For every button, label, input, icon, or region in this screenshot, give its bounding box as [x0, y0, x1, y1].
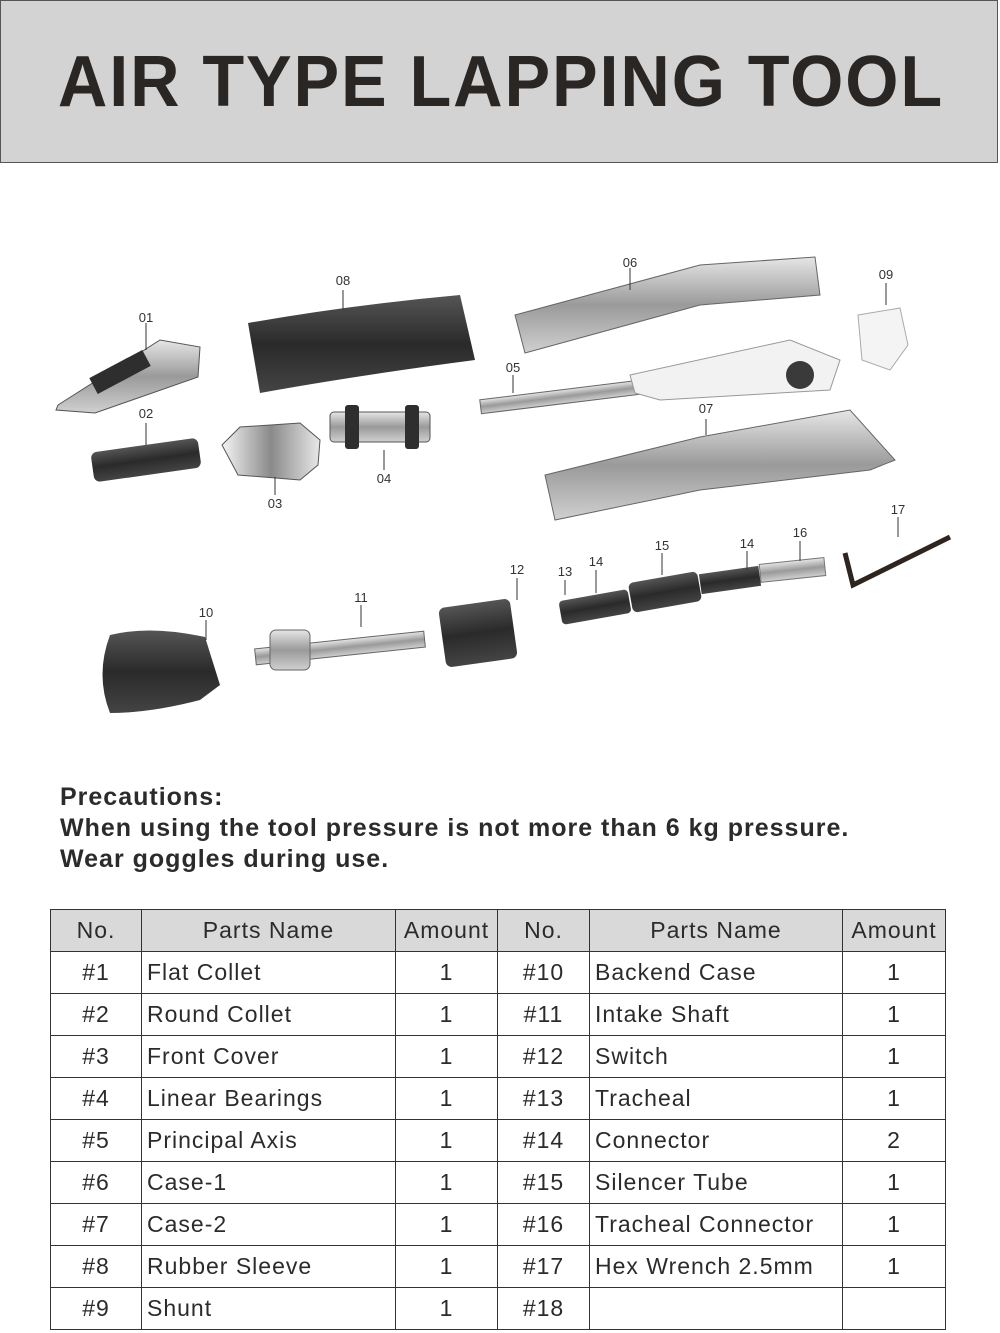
part-label: 06 [622, 255, 638, 270]
header-no: No. [498, 910, 590, 952]
part-amount: 1 [843, 1246, 946, 1288]
round-collet-part [90, 423, 201, 482]
part-label: 11 [354, 590, 368, 605]
part-number: #16 [498, 1204, 590, 1246]
part-number: #8 [51, 1246, 142, 1288]
precautions-block [60, 782, 849, 875]
part-label: 16 [792, 525, 808, 540]
part-number: #4 [51, 1078, 142, 1120]
case-2-part [545, 410, 895, 520]
part-name [590, 1288, 843, 1330]
part-amount: 1 [843, 1036, 946, 1078]
precautions-line-1: When using the tool pressure is not more than 6 kg pressure. [60, 814, 850, 842]
part-name: Tracheal [590, 1078, 843, 1120]
case-1-part [515, 257, 820, 353]
part-number: #9 [51, 1288, 142, 1330]
part-label: 15 [654, 538, 670, 553]
title-banner [0, 0, 998, 163]
header-parts-name: Parts Name [590, 910, 843, 952]
part-amount: 1 [396, 1288, 498, 1330]
part-label: 01 [138, 310, 154, 325]
part-name: Flat Collet [142, 952, 396, 994]
part-label: 07 [698, 401, 714, 416]
part-label: 02 [138, 406, 154, 421]
table-row [51, 1204, 946, 1246]
part-label: 08 [335, 273, 351, 288]
white-cap-part [858, 283, 908, 370]
table-row [51, 952, 946, 994]
precautions-line-2: Wear goggles during use. [60, 845, 390, 873]
part-number: #6 [51, 1162, 142, 1204]
backend-case-part [103, 620, 221, 713]
part-number: #5 [51, 1120, 142, 1162]
part-label: 09 [878, 267, 894, 282]
part-name: Switch [590, 1036, 843, 1078]
part-amount: 1 [396, 1036, 498, 1078]
part-number: #15 [498, 1162, 590, 1204]
part-number: #2 [51, 994, 142, 1036]
part-label: 17 [890, 502, 906, 517]
table-row [51, 1246, 946, 1288]
part-label: 12 [509, 562, 525, 577]
part-number: #17 [498, 1246, 590, 1288]
part-name: Shunt [142, 1288, 396, 1330]
part-name: Connector [590, 1120, 843, 1162]
header-amount: Amount [843, 910, 946, 952]
part-number: #3 [51, 1036, 142, 1078]
table-header-row [51, 910, 946, 952]
linear-bearings-part [330, 405, 430, 470]
part-amount: 1 [843, 1204, 946, 1246]
part-amount: 1 [396, 1078, 498, 1120]
part-amount: 1 [843, 994, 946, 1036]
part-amount: 1 [843, 952, 946, 994]
part-number: #14 [498, 1120, 590, 1162]
part-label: 05 [505, 360, 521, 375]
part-name: Intake Shaft [590, 994, 843, 1036]
part-number: #12 [498, 1036, 590, 1078]
header-parts-name: Parts Name [142, 910, 396, 952]
part-amount: 1 [396, 952, 498, 994]
part-label: 14 [739, 536, 755, 551]
parts-table [50, 909, 946, 1330]
table-row [51, 1078, 946, 1120]
part-label: 03 [267, 496, 283, 511]
part-number: #7 [51, 1204, 142, 1246]
page-title: AIR TYPE LAPPING TOOL [57, 42, 945, 122]
part-name: Linear Bearings [142, 1078, 396, 1120]
part-name: Principal Axis [142, 1120, 396, 1162]
table-row [51, 1288, 946, 1330]
part-amount: 1 [396, 1120, 498, 1162]
part-amount: 1 [396, 994, 498, 1036]
part-amount: 2 [843, 1120, 946, 1162]
front-cover-part [222, 423, 320, 495]
part-number: #13 [498, 1078, 590, 1120]
part-name: Round Collet [142, 994, 396, 1036]
part-number: #11 [498, 994, 590, 1036]
table-row [51, 1036, 946, 1078]
part-number: #18 [498, 1288, 590, 1330]
part-name: Rubber Sleeve [142, 1246, 396, 1288]
part-label: 10 [198, 605, 214, 620]
part-name: Tracheal Connector [590, 1204, 843, 1246]
part-name: Silencer Tube [590, 1162, 843, 1204]
exploded-parts-diagram [0, 165, 1000, 735]
part-name: Hex Wrench 2.5mm [590, 1246, 843, 1288]
part-amount: 1 [396, 1204, 498, 1246]
part-number: #1 [51, 952, 142, 994]
part-name: Backend Case [590, 952, 843, 994]
switch-part [438, 578, 518, 668]
hex-wrench-part [845, 517, 950, 585]
table-row [51, 1120, 946, 1162]
part-amount: 1 [843, 1078, 946, 1120]
part-amount [843, 1288, 946, 1330]
shunt-insert-part [630, 340, 840, 400]
part-label: 13 [557, 564, 573, 579]
part-amount: 1 [843, 1162, 946, 1204]
part-number: #10 [498, 952, 590, 994]
part-name: Case-2 [142, 1204, 396, 1246]
part-label: 14 [588, 554, 604, 569]
table-row [51, 1162, 946, 1204]
part-label: 04 [376, 471, 392, 486]
part-name: Case-1 [142, 1162, 396, 1204]
rubber-sleeve-part [248, 290, 475, 393]
part-amount: 1 [396, 1246, 498, 1288]
precautions-heading: Precautions: [60, 783, 224, 811]
header-amount: Amount [396, 910, 498, 952]
part-name: Front Cover [142, 1036, 396, 1078]
principal-axis-part [480, 375, 641, 414]
table-row [51, 994, 946, 1036]
flat-collet-part [56, 323, 200, 413]
intake-shaft-part [255, 605, 426, 670]
part-amount: 1 [396, 1162, 498, 1204]
header-no: No. [51, 910, 142, 952]
